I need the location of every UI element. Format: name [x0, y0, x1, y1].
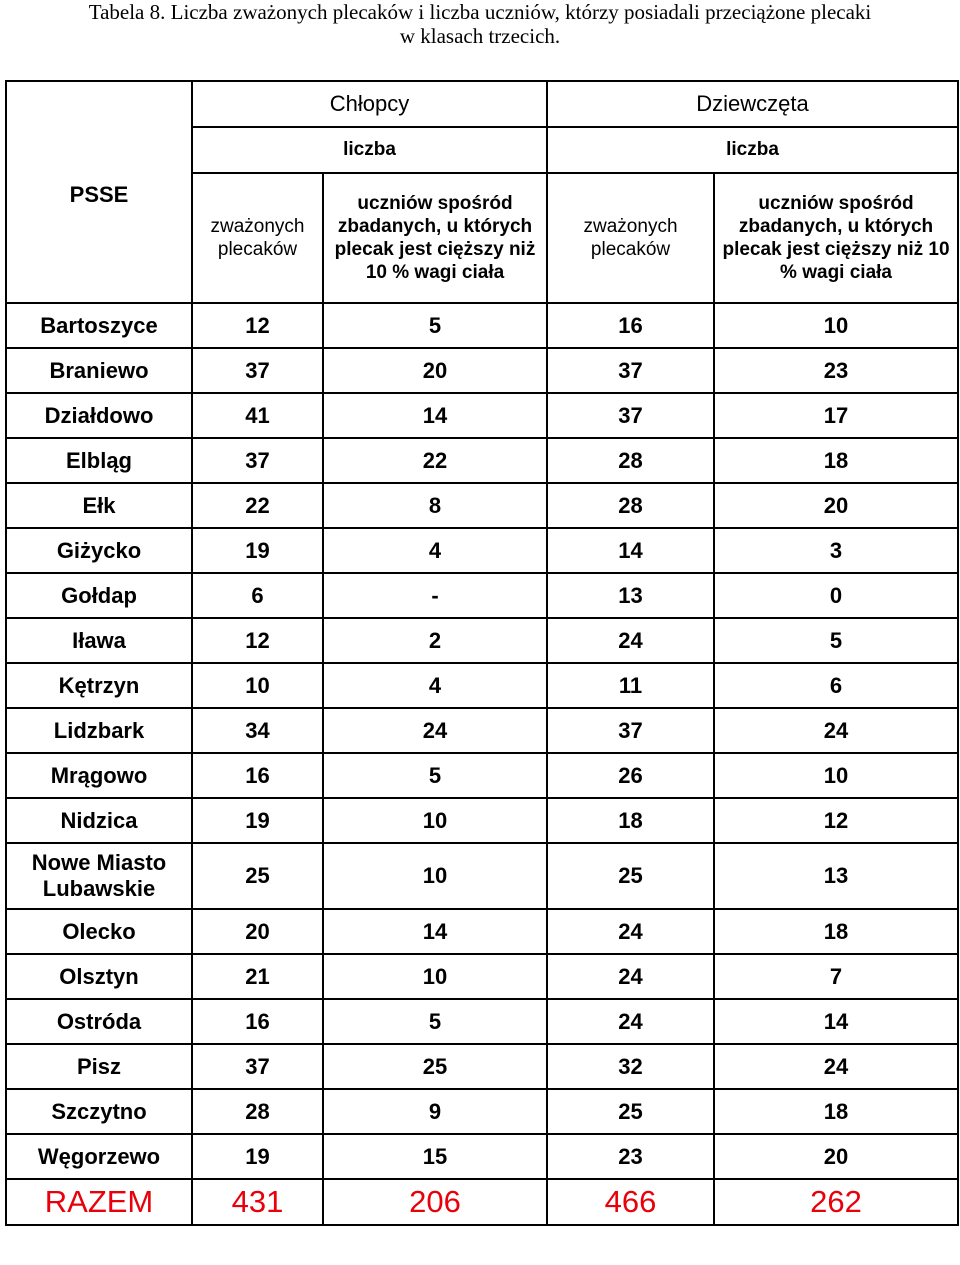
boys-weighed-cell: 12 [192, 618, 323, 663]
girls-weighed-cell: 37 [547, 393, 714, 438]
girls-weighed-cell: 26 [547, 753, 714, 798]
boys-overweight-cell: 4 [323, 528, 547, 573]
girls-overweight-cell: 14 [714, 999, 958, 1044]
table-row [6, 1044, 958, 1089]
girls-weighed-cell: 25 [547, 843, 714, 909]
table-row [6, 483, 958, 528]
girls-overweight-cell: 0 [714, 573, 958, 618]
boys-weighed-cell: 12 [192, 303, 323, 348]
district-name: Olecko [6, 909, 192, 954]
girls-overweight-cell: 13 [714, 843, 958, 909]
boys-overweight-cell: 10 [323, 954, 547, 999]
girls-count-header: liczba [547, 127, 958, 173]
table-row [6, 663, 958, 708]
boys-overweight-cell: 2 [323, 618, 547, 663]
total-boys-weighed-cell: 431 [192, 1179, 323, 1225]
boys-weighed-cell: 6 [192, 573, 323, 618]
boys-weighed-cell: 19 [192, 528, 323, 573]
boys-overweight-cell: 14 [323, 393, 547, 438]
boys-overweight-cell: 9 [323, 1089, 547, 1134]
table-row [6, 528, 958, 573]
girls-weighed-cell: 24 [547, 909, 714, 954]
girls-overweight-cell: 18 [714, 909, 958, 954]
boys-weighed-cell: 22 [192, 483, 323, 528]
girls-overweight-header: uczniów spośród zbadanych, u których plecak jest cięższy niż 10 % wagi ciała [714, 173, 958, 303]
boys-weighed-cell: 16 [192, 753, 323, 798]
boys-count-header: liczba [192, 127, 547, 173]
girls-weighed-cell: 37 [547, 348, 714, 393]
boys-weighed-cell: 16 [192, 999, 323, 1044]
district-name: Szczytno [6, 1089, 192, 1134]
boys-weighed-cell: 41 [192, 393, 323, 438]
girls-overweight-cell: 18 [714, 438, 958, 483]
boys-weighed-cell: 37 [192, 438, 323, 483]
total-girls-overweight-cell: 262 [714, 1179, 958, 1225]
girls-weighed-cell: 24 [547, 999, 714, 1044]
boys-weighed-cell: 37 [192, 348, 323, 393]
district-name: Ostróda [6, 999, 192, 1044]
girls-weighed-cell: 25 [547, 1089, 714, 1134]
boys-weighed-cell: 19 [192, 1134, 323, 1179]
total-boys-overweight-cell: 206 [323, 1179, 547, 1225]
girls-weighed-cell: 23 [547, 1134, 714, 1179]
girls-weighed-cell: 14 [547, 528, 714, 573]
girls-weighed-cell: 13 [547, 573, 714, 618]
girls-overweight-cell: 3 [714, 528, 958, 573]
boys-weighed-header: zważonych plecaków [192, 173, 323, 303]
table-body [6, 303, 958, 1225]
girls-weighed-cell: 28 [547, 438, 714, 483]
backpack-table [5, 80, 959, 1226]
psse-header: PSSE [6, 81, 192, 303]
boys-weighed-cell: 25 [192, 843, 323, 909]
district-name: Ełk [6, 483, 192, 528]
total-row [6, 1179, 958, 1225]
girls-weighed-cell: 28 [547, 483, 714, 528]
boys-weighed-cell: 10 [192, 663, 323, 708]
boys-weighed-cell: 37 [192, 1044, 323, 1089]
table-row [6, 438, 958, 483]
caption-line-1: Tabela 8. Liczba zważonych plecaków i liczba uczniów, którzy posiadali przeciążone plecaki [88, 0, 872, 24]
district-name: Gołdap [6, 573, 192, 618]
district-name: Olsztyn [6, 954, 192, 999]
boys-overweight-cell: 14 [323, 909, 547, 954]
girls-overweight-cell: 12 [714, 798, 958, 843]
girls-weighed-header: zważonych plecaków [547, 173, 714, 303]
district-name: Elbląg [6, 438, 192, 483]
boys-overweight-cell: 5 [323, 753, 547, 798]
table-row [6, 618, 958, 663]
table-row [6, 708, 958, 753]
boys-overweight-cell: 25 [323, 1044, 547, 1089]
girls-overweight-cell: 20 [714, 1134, 958, 1179]
girls-weighed-cell: 18 [547, 798, 714, 843]
table-row [6, 843, 958, 909]
boys-overweight-cell: 24 [323, 708, 547, 753]
district-name: Nidzica [6, 798, 192, 843]
girls-overweight-cell: 6 [714, 663, 958, 708]
total-label: RAZEM [6, 1179, 192, 1225]
girls-weighed-cell: 11 [547, 663, 714, 708]
girls-weighed-cell: 24 [547, 618, 714, 663]
boys-overweight-cell: 20 [323, 348, 547, 393]
girls-header: Dziewczęta [547, 81, 958, 127]
district-name: Węgorzewo [6, 1134, 192, 1179]
boys-overweight-cell: 10 [323, 798, 547, 843]
district-name: Bartoszyce [6, 303, 192, 348]
girls-overweight-cell: 23 [714, 348, 958, 393]
boys-overweight-cell: 15 [323, 1134, 547, 1179]
girls-overweight-cell: 5 [714, 618, 958, 663]
boys-overweight-cell: 5 [323, 303, 547, 348]
boys-overweight-cell: 5 [323, 999, 547, 1044]
table-row [6, 909, 958, 954]
caption-line-2: w klasach trzecich. [399, 24, 561, 48]
district-name: Działdowo [6, 393, 192, 438]
table-row [6, 393, 958, 438]
boys-weighed-cell: 21 [192, 954, 323, 999]
table-row [6, 954, 958, 999]
table-row [6, 999, 958, 1044]
district-name: Kętrzyn [6, 663, 192, 708]
table-row [6, 1134, 958, 1179]
girls-overweight-cell: 10 [714, 303, 958, 348]
girls-overweight-cell: 18 [714, 1089, 958, 1134]
boys-header: Chłopcy [192, 81, 547, 127]
table-row [6, 1089, 958, 1134]
table-row [6, 348, 958, 393]
table-row [6, 573, 958, 618]
boys-overweight-cell: 22 [323, 438, 547, 483]
boys-weighed-cell: 19 [192, 798, 323, 843]
girls-overweight-cell: 24 [714, 708, 958, 753]
girls-overweight-cell: 7 [714, 954, 958, 999]
girls-weighed-cell: 16 [547, 303, 714, 348]
district-name: Iława [6, 618, 192, 663]
boys-overweight-cell: 4 [323, 663, 547, 708]
boys-weighed-cell: 20 [192, 909, 323, 954]
boys-weighed-cell: 28 [192, 1089, 323, 1134]
boys-overweight-cell: 10 [323, 843, 547, 909]
district-name: Lidzbark [6, 708, 192, 753]
district-name: Mrągowo [6, 753, 192, 798]
district-name: Braniewo [6, 348, 192, 393]
girls-weighed-cell: 32 [547, 1044, 714, 1089]
table-caption [0, 0, 960, 48]
girls-overweight-cell: 10 [714, 753, 958, 798]
girls-weighed-cell: 37 [547, 708, 714, 753]
district-name: Giżycko [6, 528, 192, 573]
table-row [6, 303, 958, 348]
girls-overweight-cell: 17 [714, 393, 958, 438]
total-girls-weighed-cell: 466 [547, 1179, 714, 1225]
girls-overweight-cell: 24 [714, 1044, 958, 1089]
boys-weighed-cell: 34 [192, 708, 323, 753]
boys-overweight-cell: - [323, 573, 547, 618]
table-row [6, 798, 958, 843]
boys-overweight-header: uczniów spośród zbadanych, u których plecak jest cięższy niż 10 % wagi ciała [323, 173, 547, 303]
girls-overweight-cell: 20 [714, 483, 958, 528]
district-name: Pisz [6, 1044, 192, 1089]
table-row [6, 753, 958, 798]
district-name: Nowe Miasto Lubawskie [6, 843, 192, 909]
girls-weighed-cell: 24 [547, 954, 714, 999]
boys-overweight-cell: 8 [323, 483, 547, 528]
